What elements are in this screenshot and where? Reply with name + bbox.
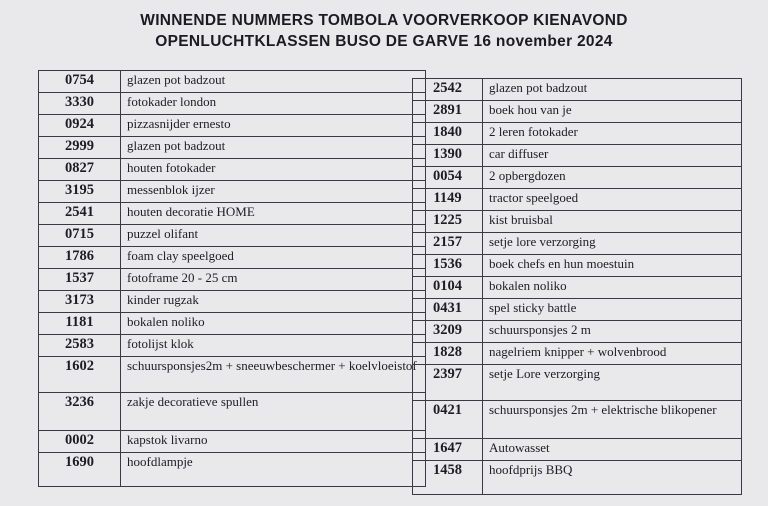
- table-row: [39, 313, 426, 335]
- prize-name: houten fotokader: [121, 159, 426, 181]
- ticket-number: 3330: [39, 93, 121, 115]
- ticket-number: 0431: [413, 299, 483, 321]
- table-row: [39, 291, 426, 313]
- prize-name: nagelriem knipper + wolvenbrood: [483, 343, 742, 365]
- ticket-number: 1458: [413, 461, 483, 495]
- ticket-number: 1690: [39, 453, 121, 487]
- table-row: [39, 269, 426, 291]
- prize-name: puzzel olifant: [121, 225, 426, 247]
- table-row: [413, 123, 742, 145]
- prize-name: schuursponsjes 2m + elektrische blikopener: [483, 401, 742, 439]
- prize-name: zakje decoratieve spullen: [121, 393, 426, 431]
- ticket-number: 3173: [39, 291, 121, 313]
- ticket-number: 3195: [39, 181, 121, 203]
- prize-name: houten decoratie HOME: [121, 203, 426, 225]
- table-row: [39, 159, 426, 181]
- prize-name: glazen pot badzout: [121, 137, 426, 159]
- ticket-number: 0054: [413, 167, 483, 189]
- table-row: [413, 189, 742, 211]
- table-row: [39, 115, 426, 137]
- ticket-number: 1537: [39, 269, 121, 291]
- ticket-number: 0104: [413, 277, 483, 299]
- table-row: [39, 431, 426, 453]
- table-row: [39, 453, 426, 487]
- prize-name: boek hou van je: [483, 101, 742, 123]
- ticket-number: 0924: [39, 115, 121, 137]
- title-line-1: WINNENDE NUMMERS TOMBOLA VOORVERKOOP KIENAVOND: [140, 12, 628, 29]
- table-row: [413, 255, 742, 277]
- prize-name: schuursponsjes2m + sneeuwbeschermer + koelvloeistof: [121, 357, 426, 393]
- ticket-number: 0715: [39, 225, 121, 247]
- ticket-number: 2999: [39, 137, 121, 159]
- table-row: [39, 247, 426, 269]
- prize-name: Autowasset: [483, 439, 742, 461]
- prize-name: kapstok livarno: [121, 431, 426, 453]
- table-row: [39, 203, 426, 225]
- table-row: [413, 145, 742, 167]
- prize-name: car diffuser: [483, 145, 742, 167]
- ticket-number: 0421: [413, 401, 483, 439]
- ticket-number: 1181: [39, 313, 121, 335]
- table-row: [413, 299, 742, 321]
- ticket-number: 2541: [39, 203, 121, 225]
- ticket-number: 1647: [413, 439, 483, 461]
- left-winners-table: [38, 70, 426, 487]
- prize-name: bokalen noliko: [121, 313, 426, 335]
- ticket-number: 2397: [413, 365, 483, 401]
- ticket-number: 1390: [413, 145, 483, 167]
- table-row: [413, 277, 742, 299]
- prize-name: bokalen noliko: [483, 277, 742, 299]
- prize-name: glazen pot badzout: [121, 71, 426, 93]
- prize-name: 2 opbergdozen: [483, 167, 742, 189]
- ticket-number: 1536: [413, 255, 483, 277]
- table-row: [413, 365, 742, 401]
- prize-name: messenblok ijzer: [121, 181, 426, 203]
- table-row: [413, 401, 742, 439]
- ticket-number: 1828: [413, 343, 483, 365]
- ticket-number: 2891: [413, 101, 483, 123]
- ticket-number: 1225: [413, 211, 483, 233]
- prize-name: kinder rugzak: [121, 291, 426, 313]
- ticket-number: 0002: [39, 431, 121, 453]
- prize-name: fotoframe 20 - 25 cm: [121, 269, 426, 291]
- table-row: [39, 181, 426, 203]
- table-row: [39, 335, 426, 357]
- prize-name: pizzasnijder ernesto: [121, 115, 426, 137]
- table-row: [39, 357, 426, 393]
- prize-name: tractor speelgoed: [483, 189, 742, 211]
- table-row: [413, 101, 742, 123]
- ticket-number: 0754: [39, 71, 121, 93]
- table-row: [39, 93, 426, 115]
- prize-name: fotolijst klok: [121, 335, 426, 357]
- table-row: [39, 137, 426, 159]
- ticket-number: 2583: [39, 335, 121, 357]
- table-row: [413, 343, 742, 365]
- prize-name: glazen pot badzout: [483, 79, 742, 101]
- ticket-number: 0827: [39, 159, 121, 181]
- title-line-2: OPENLUCHTKLASSEN BUSO DE GARVE 16 november 2024: [155, 33, 613, 50]
- table-row: [413, 167, 742, 189]
- table-row: [413, 461, 742, 495]
- prize-name: schuursponsjes 2 m: [483, 321, 742, 343]
- ticket-number: 1786: [39, 247, 121, 269]
- prize-name: boek chefs en hun moestuin: [483, 255, 742, 277]
- prize-name: hoofdprijs BBQ: [483, 461, 742, 495]
- prize-name: spel sticky battle: [483, 299, 742, 321]
- table-row: [39, 225, 426, 247]
- prize-name: kist bruisbal: [483, 211, 742, 233]
- prize-name: setje Lore verzorging: [483, 365, 742, 401]
- right-winners-table: [412, 78, 742, 495]
- prize-name: setje lore verzorging: [483, 233, 742, 255]
- table-row: [413, 79, 742, 101]
- table-row: [39, 71, 426, 93]
- table-row: [413, 321, 742, 343]
- table-row: [413, 439, 742, 461]
- prize-name: fotokader london: [121, 93, 426, 115]
- prize-name: hoofdlampje: [121, 453, 426, 487]
- ticket-number: 1840: [413, 123, 483, 145]
- ticket-number: 2157: [413, 233, 483, 255]
- ticket-number: 2542: [413, 79, 483, 101]
- table-row: [413, 233, 742, 255]
- prize-name: 2 leren fotokader: [483, 123, 742, 145]
- ticket-number: 3209: [413, 321, 483, 343]
- prize-name: foam clay speelgoed: [121, 247, 426, 269]
- table-row: [39, 393, 426, 431]
- table-row: [413, 211, 742, 233]
- ticket-number: 1149: [413, 189, 483, 211]
- ticket-number: 1602: [39, 357, 121, 393]
- ticket-number: 3236: [39, 393, 121, 431]
